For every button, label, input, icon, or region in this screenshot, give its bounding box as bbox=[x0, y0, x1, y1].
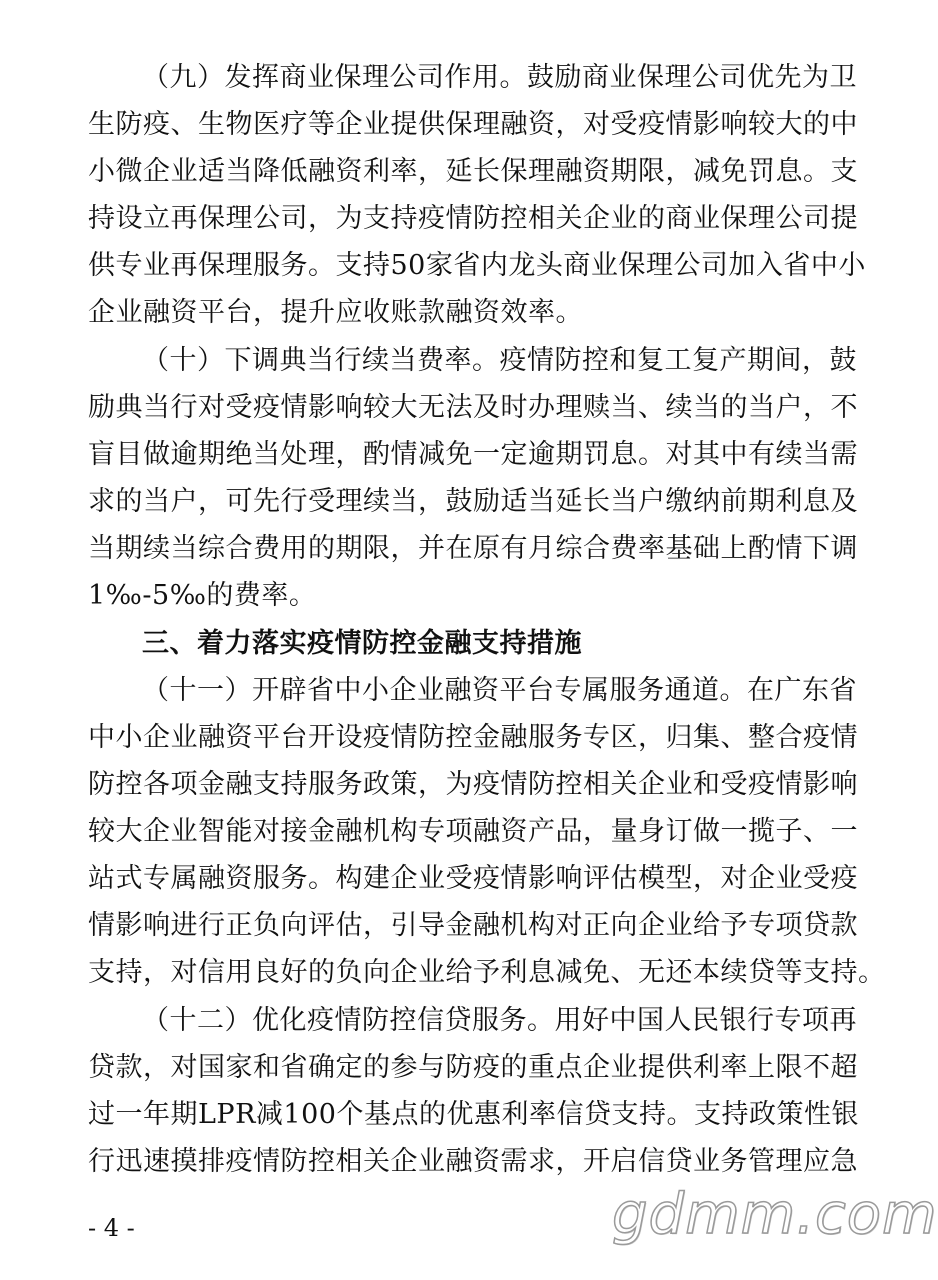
paragraph-11-line-2: 中小企业融资平台开设疫情防控金融服务专区，归集、整合疫情 bbox=[88, 722, 858, 753]
paragraph-10-line-4: 求的当户，可先行受理续当，鼓励适当延长当户缴纳前期利息及 bbox=[88, 486, 858, 517]
paragraph-10-line-3: 盲目做逾期绝当处理，酌情减免一定逾期罚息。对其中有续当需 bbox=[88, 439, 858, 470]
paragraph-10-line-2: 励典当行对受疫情影响较大无法及时办理赎当、续当的当户，不 bbox=[88, 392, 858, 423]
paragraph-12-line-1: （十二）优化疫情防控信贷服务。用好中国人民银行专项再 bbox=[142, 1005, 857, 1036]
paragraph-12-line-2: 贷款，对国家和省确定的参与防疫的重点企业提供利率上限不超 bbox=[88, 1052, 858, 1083]
watermark: gdmm.com bbox=[612, 1182, 938, 1247]
page-number: - 4 - bbox=[88, 1214, 135, 1242]
paragraph-9-line-2: 生防疫、生物医疗等企业提供保理融资，对受疫情影响较大的中 bbox=[88, 109, 858, 140]
paragraph-11-line-6: 情影响进行正负向评估，引导金融机构对正向企业给予专项贷款 bbox=[88, 910, 858, 941]
paragraph-10-line-6: 1‰-5‰的费率。 bbox=[88, 580, 317, 611]
paragraph-9-line-6: 企业融资平台，提升应收账款融资效率。 bbox=[88, 297, 583, 328]
paragraph-11-line-4: 较大企业智能对接金融机构专项融资产品，量身订做一揽子、一 bbox=[88, 816, 858, 847]
paragraph-10-line-1: （十）下调典当行续当费率。疫情防控和复工复产期间，鼓 bbox=[142, 345, 857, 376]
section-heading: 三、着力落实疫情防控金融支持措施 bbox=[142, 628, 582, 659]
paragraph-12-line-4: 行迅速摸排疫情防控相关企业融资需求，开启信贷业务管理应急 bbox=[88, 1146, 858, 1177]
paragraph-12-line-3: 过一年期LPR减100个基点的优惠利率信贷支持。支持政策性银 bbox=[88, 1099, 859, 1130]
paragraph-9-line-5: 供专业再保理服务。支持50家省内龙头商业保理公司加入省中小 bbox=[88, 250, 866, 281]
paragraph-9-line-4: 持设立再保理公司，为支持疫情防控相关企业的商业保理公司提 bbox=[88, 203, 858, 234]
paragraph-10-line-5: 当期续当综合费用的期限，并在原有月综合费率基础上酌情下调 bbox=[88, 533, 858, 564]
paragraph-9-line-3: 小微企业适当降低融资利率，延长保理融资期限，减免罚息。支 bbox=[88, 156, 858, 187]
paragraph-9-line-1: （九）发挥商业保理公司作用。鼓励商业保理公司优先为卫 bbox=[142, 62, 857, 93]
paragraph-11-line-3: 防控各项金融支持服务政策，为疫情防控相关企业和受疫情影响 bbox=[88, 769, 858, 800]
paragraph-11-line-5: 站式专属融资服务。构建企业受疫情影响评估模型，对企业受疫 bbox=[88, 863, 858, 894]
paragraph-11-line-7: 支持，对信用良好的负向企业给予利息减免、无还本续贷等支持。 bbox=[88, 957, 886, 988]
paragraph-11-line-1: （十一）开辟省中小企业融资平台专属服务通道。在广东省 bbox=[142, 675, 857, 706]
